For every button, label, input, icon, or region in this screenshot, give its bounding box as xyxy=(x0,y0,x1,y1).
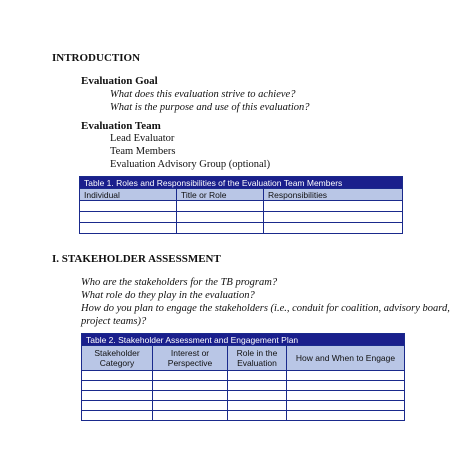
team-member-lead: Lead Evaluator xyxy=(110,133,175,144)
stakeholder-question-1: Who are the stakeholders for the TB program? xyxy=(81,277,278,288)
table-row xyxy=(82,371,405,381)
team-member-members: Team Members xyxy=(110,146,176,157)
column-header-role-evaluation: Role in the Evaluation xyxy=(228,346,287,371)
stakeholder-table xyxy=(81,333,405,421)
column-header-title-role: Title or Role xyxy=(177,189,264,201)
stakeholder-heading: I. STAKEHOLDER ASSESSMENT xyxy=(52,253,221,265)
table-row xyxy=(82,411,405,421)
evaluation-goal-title: Evaluation Goal xyxy=(81,75,158,87)
stakeholder-question-4: project teams)? xyxy=(81,316,147,327)
table-row xyxy=(80,201,403,212)
table-row xyxy=(82,391,405,401)
team-member-advisory: Evaluation Advisory Group (optional) xyxy=(110,159,271,170)
stakeholder-question-2: What role do they play in the evaluation? xyxy=(81,290,255,301)
evaluation-team-title: Evaluation Team xyxy=(81,120,161,132)
introduction-heading: INTRODUCTION xyxy=(52,52,141,64)
stakeholder-question-3: How do you plan to engage the stakeholders (i.e., conduit for coalition, advisory board, xyxy=(81,303,450,314)
column-header-how-when-engage: How and When to Engage xyxy=(287,346,405,371)
table-row xyxy=(82,381,405,391)
goal-question-2: What is the purpose and use of this evaluation? xyxy=(110,102,310,113)
table-caption: Table 2. Stakeholder Assessment and Engagement Plan xyxy=(82,334,405,346)
column-header-responsibilities: Responsibilities xyxy=(264,189,403,201)
column-header-individual: Individual xyxy=(80,189,177,201)
table-caption: Table 1. Roles and Responsibilities of the Evaluation Team Members xyxy=(80,177,403,189)
goal-question-1: What does this evaluation strive to achieve? xyxy=(110,89,296,100)
table-row xyxy=(80,223,403,234)
roles-table xyxy=(79,176,403,234)
column-header-stakeholder-category: Stakeholder Category xyxy=(82,346,153,371)
table-row xyxy=(82,401,405,411)
table-row xyxy=(80,212,403,223)
column-header-interest-perspective: Interest or Perspective xyxy=(153,346,228,371)
